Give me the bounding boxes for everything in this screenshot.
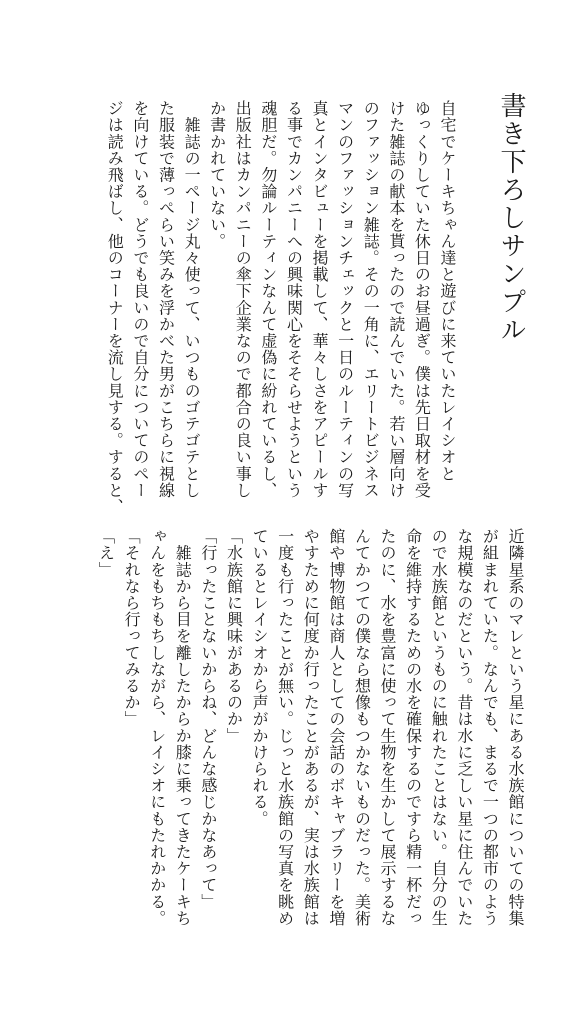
text-line: けた雑誌の献本を貰ったので読んでいた。若い層向け <box>386 100 406 499</box>
text-line: が組まれていた。なんでも、まるで一つの都市のよう <box>480 528 500 927</box>
text-line: か書かれていない。 <box>207 100 227 250</box>
text-line: 近隣星系のマレという星にある水族館についての特集 <box>506 528 525 927</box>
text-line: 出版社はカンパニーの傘下企業なので都合の良い事し <box>233 100 253 499</box>
text-line: 魂胆だ。勿論ルーティンなんて虚偽に紛れているし、 <box>258 100 278 499</box>
text-line: を向けている。どうでも良いので自分についてのペー <box>130 100 150 499</box>
text-line: 一度も行ったことが無い。じっと水族館の写真を眺め <box>275 528 295 927</box>
text-line: 真とインタビューを掲載して、華々しさをアピールす <box>310 100 330 499</box>
text-line: 館や博物館は商人としての会話のボキャブラリーを増 <box>326 528 346 927</box>
dialogue-line: 「それなら行ってみるか」 <box>122 528 142 728</box>
text-line: な規模なのだという。昔は水に乏しい星に住んでいた <box>454 528 474 927</box>
dialogue-line: 「水族館に興味があるのか」 <box>224 528 244 744</box>
dialogue-line: 「え」 <box>96 528 116 578</box>
text-line: 自宅でケーキちゃん達と遊びに来ていたレイシオと <box>438 100 457 482</box>
text-line: た服装で薄っぺらい笑みを浮かべた男がこちらに視線 <box>156 100 176 499</box>
text-line: 雑誌から目を離したからか膝に乗ってきたケーキち <box>173 528 193 927</box>
text-line: ので水族館というものに触れたことはない。自分の生 <box>429 528 449 927</box>
text-line: たのに、水を豊富に使って生物を生かして展示するな <box>378 528 398 927</box>
text-line: る事でカンパニーへの興味関心をそそらせようという <box>284 100 304 499</box>
text-block-top <box>102 100 460 515</box>
text-line: ジは読み飛ばし、他のコーナーを流し見する。すると、 <box>105 100 125 515</box>
text-line: 命を維持するための水を確保するのですら精一杯だっ <box>403 528 423 927</box>
text-line: 雑誌の一ページ丸々使って、いつものゴテゴテとし <box>182 100 202 499</box>
text-line: マンのファッションチェックと一日のルーティンの写 <box>335 100 355 499</box>
text-line: ゆっくりしていた休日のお昼過ぎ。僕は先日取材を受 <box>412 100 432 499</box>
text-line: やすために何度か行ったことがあるが、実は水族館は <box>301 528 321 927</box>
text-line: んてかつての僕なら想像もつかないものだった。美術 <box>352 528 372 927</box>
text-block-bottom <box>93 528 528 948</box>
dialogue-line: 「行ったことないからね、どんな感じかなあって」 <box>198 528 218 910</box>
page-title: 書き下ろしサンプル <box>496 92 526 344</box>
text-line: ているとレイシオから声がかけられる。 <box>250 528 270 827</box>
text-line: のファッション雑誌。その一角に、エリートビジネス <box>361 100 381 499</box>
text-line: ゃんをもちもちしながら、レイシオにもたれかかる。 <box>147 528 167 927</box>
